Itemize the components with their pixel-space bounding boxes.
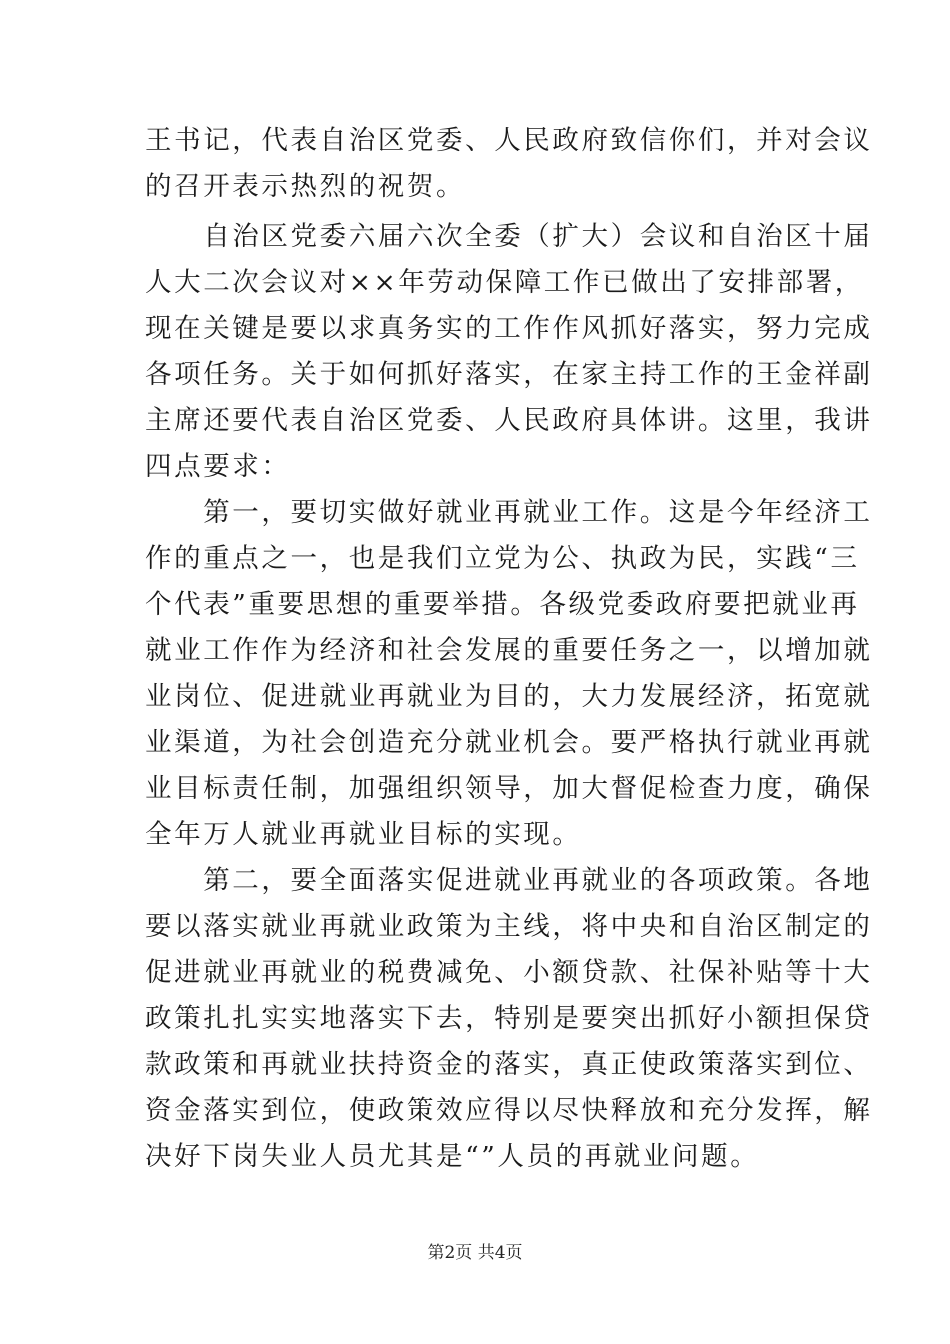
text-line: 四点要求： bbox=[145, 451, 291, 482]
text-line: 现在关键是要以求真务实的工作作风抓好落实，努力完成 bbox=[145, 313, 873, 344]
text-line: 自治区党委六届六次全委（扩大）会议和自治区十届 bbox=[145, 221, 873, 252]
text-line: 第一，要切实做好就业再就业工作。这是今年经济工 bbox=[145, 497, 873, 528]
text-line: 个代表”重要思想的重要举措。各级党委政府要把就业再 bbox=[145, 589, 860, 620]
page-number-footer: 第2页 共4页 bbox=[427, 1243, 523, 1263]
text-line: 促进就业再就业的税费减免、小额贷款、社保补贴等十大 bbox=[145, 957, 873, 988]
text-line: 决好下岗失业人员尤其是“”人员的再就业问题。 bbox=[145, 1141, 760, 1172]
text-line: 业岗位、促进就业再就业为目的，大力发展经济，拓宽就 bbox=[145, 681, 873, 712]
text-line: 政策扎扎实实地落实下去，特别是要突出抓好小额担保贷 bbox=[145, 1003, 873, 1034]
text-line: 各项任务。关于如何抓好落实，在家主持工作的王金祥副 bbox=[145, 359, 873, 390]
text-line: 作的重点之一，也是我们立党为公、执政为民，实践“三 bbox=[145, 543, 860, 574]
text-line: 就业工作作为经济和社会发展的重要任务之一，以增加就 bbox=[145, 635, 873, 666]
text-line: 业目标责任制，加强组织领导，加大督促检查力度，确保 bbox=[145, 773, 873, 804]
text-line: 主席还要代表自治区党委、人民政府具体讲。这里，我讲 bbox=[145, 405, 873, 436]
text-line: 资金落实到位，使政策效应得以尽快释放和充分发挥，解 bbox=[145, 1095, 873, 1126]
text-line: 人大二次会议对××年劳动保障工作已做出了安排部署， bbox=[145, 267, 864, 298]
text-line: 第二，要全面落实促进就业再就业的各项政策。各地 bbox=[145, 865, 873, 896]
text-line: 要以落实就业再就业政策为主线，将中央和自治区制定的 bbox=[145, 911, 873, 942]
text-line: 款政策和再就业扶持资金的落实，真正使政策落实到位、 bbox=[145, 1049, 873, 1080]
text-line: 王书记，代表自治区党委、人民政府致信你们，并对会议 bbox=[145, 125, 873, 156]
text-line: 业渠道，为社会创造充分就业机会。要严格执行就业再就 bbox=[145, 727, 873, 758]
text-line: 的召开表示热烈的祝贺。 bbox=[145, 171, 466, 202]
text-line: 全年万人就业再就业目标的实现。 bbox=[145, 819, 582, 850]
